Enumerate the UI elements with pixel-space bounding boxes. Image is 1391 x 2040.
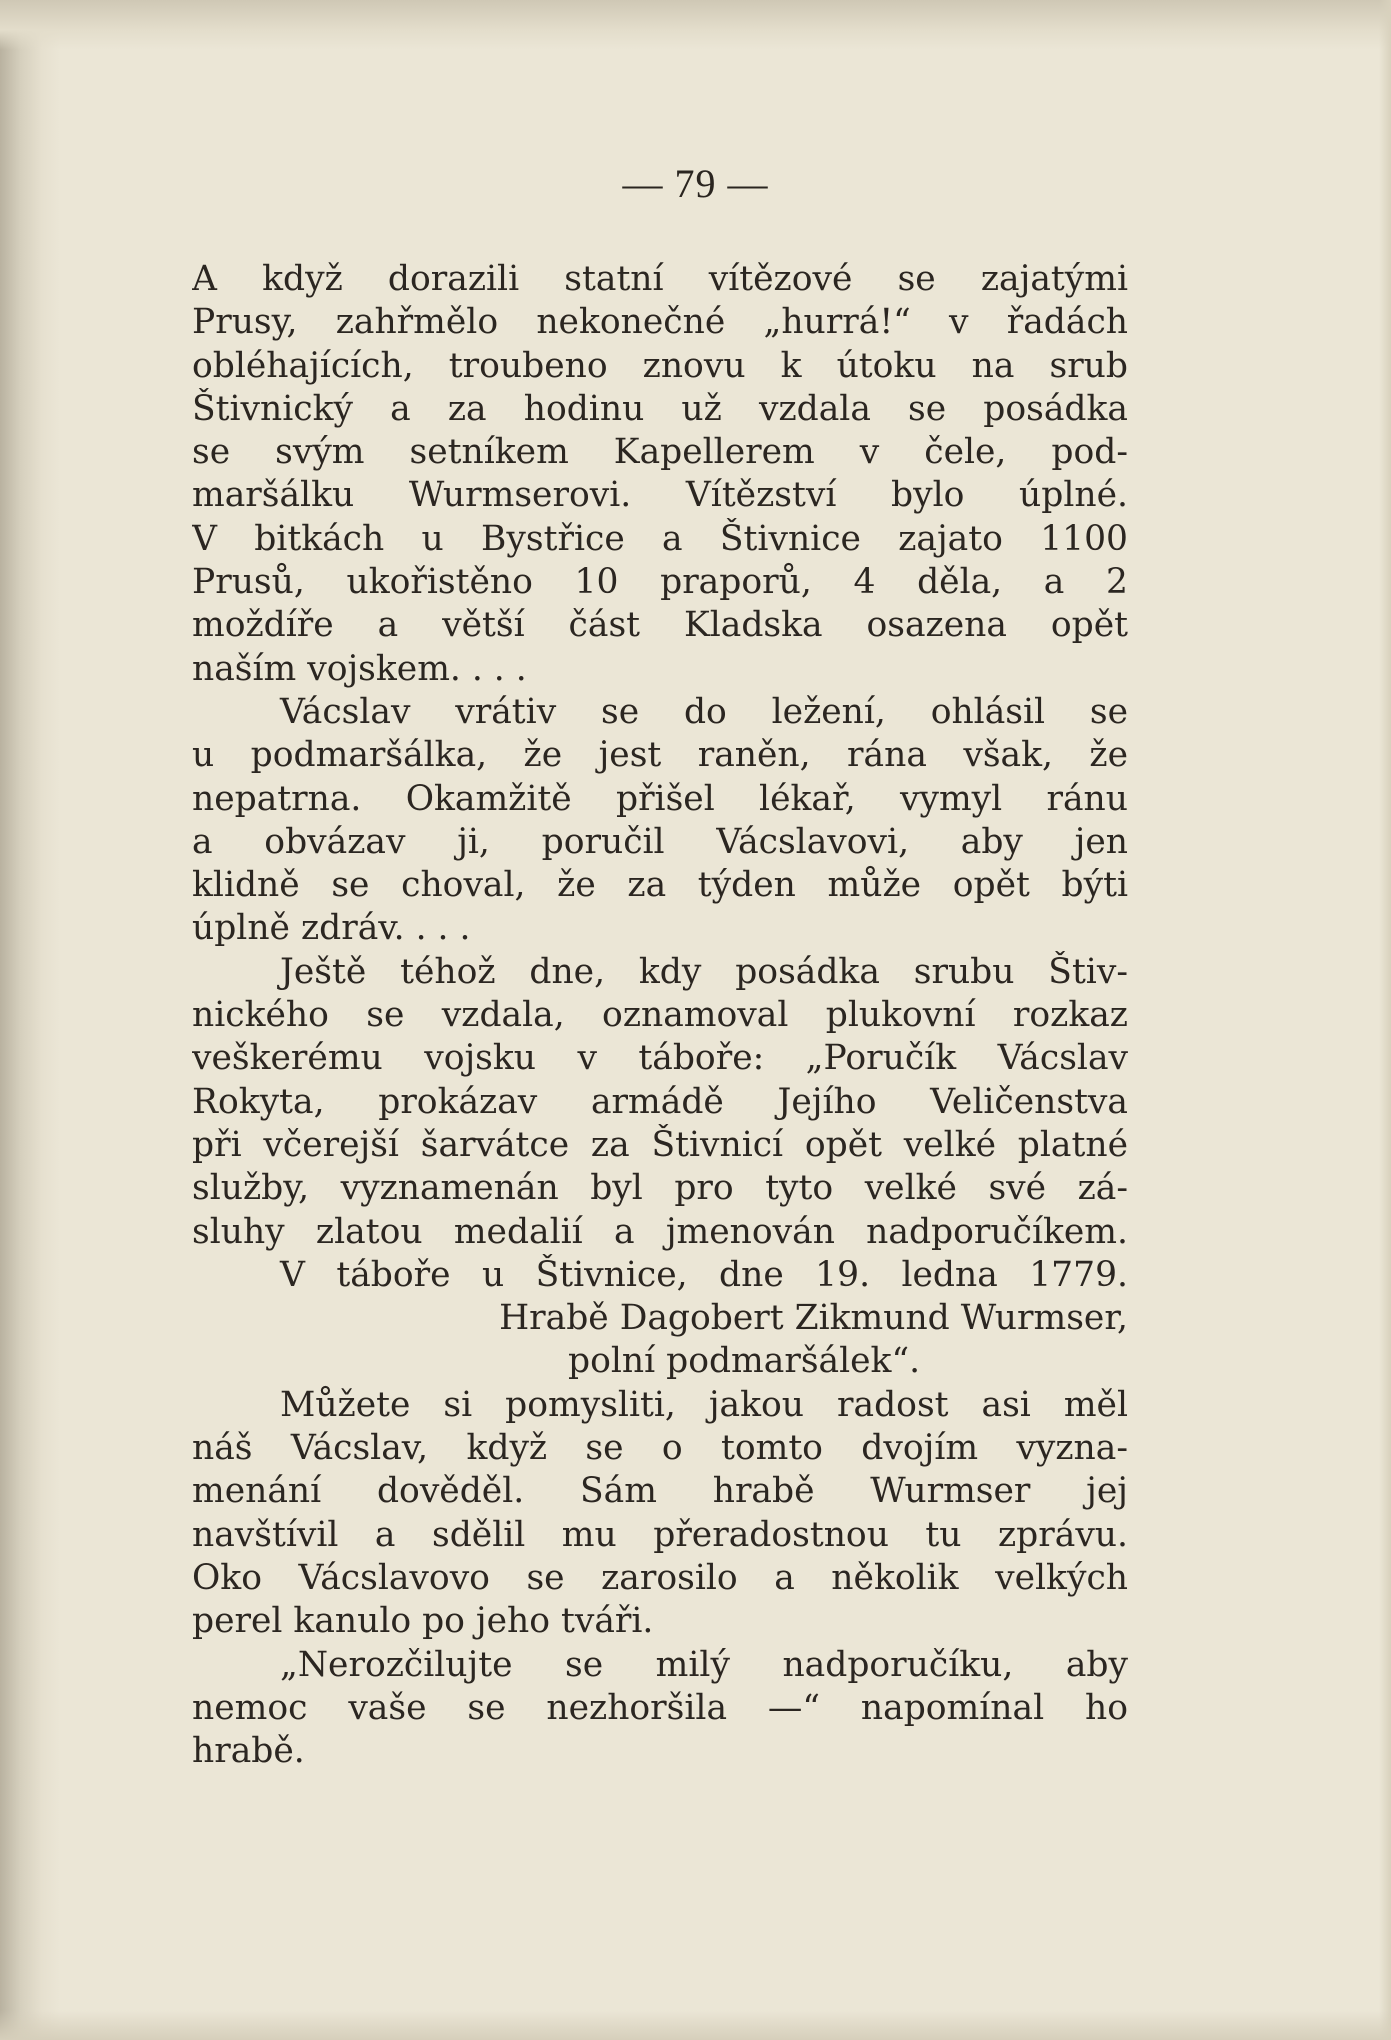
text-line: u podmaršálka, že jest raněn, rána však, že [192,735,1128,776]
text-line: Oko Vácslavovo se zarosilo a několik velkých [192,1557,1128,1598]
text-line: a obvázav ji, poručil Vácslavovi, aby jen [192,821,1128,862]
text-line: moždíře a větší část Kladska osazena opět [192,605,1128,646]
text-line: menání dověděl. Sám hrabě Wurmser jej [192,1471,1128,1512]
text-line: se svým setníkem Kapellerem v čele, pod- [192,432,1128,473]
top-edge-shadow [0,0,1391,50]
bottom-edge-shadow [0,2010,1391,2040]
text-line: perel kanulo po jeho tváři. [192,1601,654,1642]
text-line: Vácslav vrátiv se do ležení, ohlásil se [280,691,1128,732]
text-line: V bitkách u Bystřice a Štivnice zajato 1100 [192,518,1128,559]
text-line: „Nerozčilujte se milý nadporučíku, aby [280,1644,1128,1685]
text-line: obléhajících, troubeno znovu k útoku na srub [192,345,1128,386]
right-edge-shadow [1379,0,1391,2040]
signature-title: polní podmaršálek“. [568,1341,921,1382]
text-line: klidně se choval, že za týden může opět býti [192,865,1128,906]
text-line: nepatrna. Okamžitě přišel lékař, vymyl ránu [192,778,1128,819]
text-line: Ještě téhož dne, kdy posádka srubu Štiv- [280,951,1128,992]
text-line: nemoc vaše se nezhoršila —“ napomínal ho [192,1687,1128,1728]
text-line: sluhy zlatou medalií a jmenován nadporučíkem. [192,1211,1128,1252]
text-line: Štivnický a za hodinu už vzdala se posádka [192,388,1128,429]
text-line: náš Vácslav, když se o tomto dvojím vyzna- [192,1428,1128,1469]
text-line: Prusy, zahřmělo nekonečné „hurrá!“ v řadách [192,302,1128,343]
text-line: při včerejší šarvátce za Štivnicí opět velké platné [192,1124,1128,1165]
body-text [192,258,1128,1773]
text-line: navštívil a sdělil mu přeradostnou tu zprávu. [192,1514,1128,1555]
text-line: nického se vzdala, oznamoval plukovní rozkaz [192,995,1128,1036]
text-line: Můžete si pomysliti, jakou radost asi měl [280,1384,1128,1425]
text-line: hrabě. [192,1731,305,1772]
text-line: úplně zdráv. . . . [192,908,471,949]
signature-name: Hrabě Dagobert Zikmund Wurmser, [499,1298,1128,1339]
text-line: veškerému vojsku v táboře: „Poručík Vácslav [192,1038,1128,1079]
text-line: V táboře u Štivnice, dne 19. ledna 1779. [280,1254,1128,1295]
text-line: služby, vyznamenán byl pro tyto velké své zá- [192,1168,1128,1209]
text-line: maršálku Wurmserovi. Vítězství bylo úplné. [192,475,1128,516]
text-line: A když dorazili statní vítězové se zajatými [192,259,1128,299]
text-line: Prusů, ukořistěno 10 praporů, 4 děla, a 2 [192,562,1128,603]
text-line: naším vojskem. . . . [192,648,527,689]
text-line: Rokyta, prokázav armádě Jejího Veličenstva [192,1081,1128,1122]
book-spine-shadow [0,0,60,2040]
page-number: — 79 — [622,161,769,206]
